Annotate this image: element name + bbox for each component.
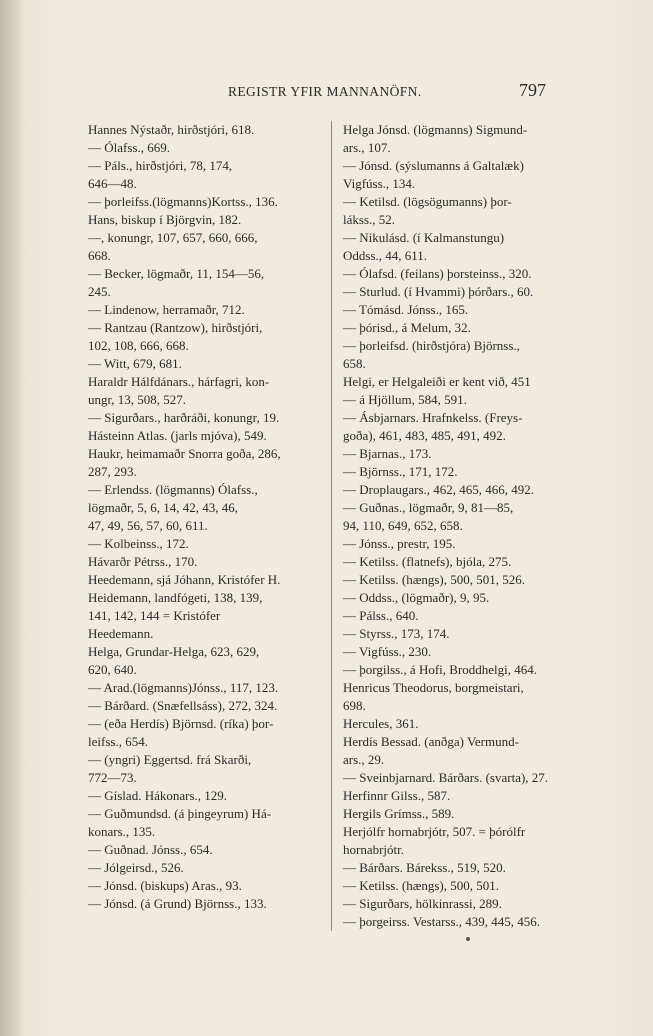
index-entry-line: Heedemann.	[88, 626, 154, 641]
index-entry-line: 47, 49, 56, 57, 60, 611.	[88, 518, 208, 533]
index-entry-line: — Páls., hirðstjóri, 78, 174,	[88, 158, 233, 173]
index-entry-line: ars., 107.	[343, 140, 391, 155]
index-entry-line: Herdís Bessad. (anðga) Vermund-	[343, 734, 519, 749]
index-entry-line: 772—73.	[88, 770, 137, 785]
index-entry-line: — Jónss., prestr, 195.	[343, 536, 456, 551]
index-entry-line: — Jónsd. (á Grund) Björnss., 133.	[88, 896, 267, 911]
index-entry-line: lákss., 52.	[343, 212, 395, 227]
index-entry-line: — Erlendss. (lögmanns) Ólafss.,	[88, 482, 258, 497]
index-entry-line: — Becker, lögmaðr, 11, 154—56,	[88, 266, 265, 281]
index-entry-line: — Sturlud. (í Hvammi) þórðars., 60.	[343, 284, 534, 299]
index-entry-line: Haraldr Hálfdánars., hárfagri, kon-	[88, 374, 270, 389]
index-entry-line: Henricus Theodorus, borgmeistari,	[343, 680, 524, 695]
index-entry-line: — Sveinbjarnard. Bárðars. (svarta), 27.	[343, 770, 549, 785]
index-entry-line: — Sigurðars, hölkinrassi, 289.	[343, 896, 502, 911]
index-entry-line: 658.	[343, 356, 366, 371]
index-entry-line: — Gíslad. Hákonars., 129.	[88, 788, 228, 803]
book-gutter-shadow	[0, 0, 24, 1036]
column-divider	[331, 121, 332, 931]
index-entry-line: —, konungr, 107, 657, 660, 666,	[88, 230, 258, 245]
index-entry-line: 668.	[88, 248, 111, 263]
index-entry-line: Herjólfr hornabrjótr, 507. = þórólfr	[343, 824, 526, 839]
index-entry-line: — Guðmundsd. (á þingeyrum) Há-	[88, 806, 272, 821]
index-entry-line: — Rantzau (Rantzow), hirðstjóri,	[88, 320, 263, 335]
index-entry-line: — Ásbjarnars. Hrafnkelss. (Freys-	[343, 410, 523, 425]
index-entry-line: — (yngri) Eggertsd. frá Skarði,	[88, 752, 252, 767]
index-entry-line: — Ketilss. (flatnefs), bjóla, 275.	[343, 554, 512, 569]
index-entry-line: — Arad.(lögmanns)Jónss., 117, 123.	[88, 680, 279, 695]
index-entry-line: — Björnss., 171, 172.	[343, 464, 458, 479]
index-entry-line: Helgi, er Helgaleiði er kent við, 451	[343, 374, 531, 389]
index-entry-line: — Bjarnas., 173.	[343, 446, 432, 461]
index-entry-line: 102, 108, 666, 668.	[88, 338, 189, 353]
index-column-right	[343, 121, 569, 931]
index-entry-line: — Jónsd. (biskups) Aras., 93.	[88, 878, 242, 893]
index-entry-line: 620, 640.	[88, 662, 137, 677]
index-entry-line: 698.	[343, 698, 366, 713]
index-entry-line: Haukr, heimamaðr Snorra goða, 286,	[88, 446, 281, 461]
page-header	[0, 80, 653, 104]
index-entry-line: — Kolbeinss., 172.	[88, 536, 189, 551]
index-entry-line: — Ólafss., 669.	[88, 140, 170, 155]
index-entry-line: — á Hjöllum, 584, 591.	[343, 392, 467, 407]
index-entry-line: konars., 135.	[88, 824, 156, 839]
index-entry-line: — þorgilss., á Hofi, Broddhelgi, 464.	[343, 662, 538, 677]
index-entry-line: — Ketilss. (hængs), 500, 501, 526.	[343, 572, 525, 587]
index-entry-line: — Styrss., 173, 174.	[343, 626, 450, 641]
index-entry-line: Herfinnr Gilss., 587.	[343, 788, 451, 803]
index-entry-line: — þorgeirss. Vestarss., 439, 445, 456.	[343, 914, 541, 929]
index-entry-line: — Ketilss. (hængs), 500, 501.	[343, 878, 499, 893]
index-entry-line: Oddss., 44, 611.	[343, 248, 428, 263]
index-entry-line: Hávarðr Pétrss., 170.	[88, 554, 198, 569]
index-entry-line: 141, 142, 144 = Kristófer	[88, 608, 221, 623]
index-entry-line: — Pálss., 640.	[343, 608, 419, 623]
index-entry-line: — Bárðars. Bárekss., 519, 520.	[343, 860, 506, 875]
index-entry-line: — Ólafsd. (feilans) þorsteinss., 320.	[343, 266, 532, 281]
index-entry-line: Heedemann, sjá Jóhann, Kristófer H.	[88, 572, 281, 587]
index-column-left	[88, 121, 320, 913]
printer-mark-dot	[466, 937, 470, 941]
index-entry-line: hornabrjótr.	[343, 842, 405, 857]
index-entry-line: Vigfúss., 134.	[343, 176, 416, 191]
index-entry-line: — Lindenow, herramaðr, 712.	[88, 302, 245, 317]
index-entry-line: Hásteinn Atlas. (jarls mjóva), 549.	[88, 428, 267, 443]
index-entry-line: 287, 293.	[88, 464, 137, 479]
index-entry-line: — Oddss., (lögmaðr), 9, 95.	[343, 590, 490, 605]
index-entry-line: — Witt, 679, 681.	[88, 356, 182, 371]
index-entry-line: — þórisd., á Melum, 32.	[343, 320, 471, 335]
index-entry-line: — Vigfúss., 230.	[343, 644, 432, 659]
index-entry-line: 94, 110, 649, 652, 658.	[343, 518, 463, 533]
index-entry-line: ungr, 13, 508, 527.	[88, 392, 187, 407]
index-entry-line: — Ketilsd. (lögsögumanns) þor-	[343, 194, 512, 209]
index-entry-line: — Guðnas., lögmaðr, 9, 81—85,	[343, 500, 514, 515]
index-entry-line: Hergils Grímss., 589.	[343, 806, 455, 821]
running-title: REGISTR YFIR MANNANÖFN.	[228, 84, 422, 99]
index-entry-line: — Guðnad. Jónss., 654.	[88, 842, 213, 857]
index-entry-line: — Tómásd. Jónss., 165.	[343, 302, 469, 317]
index-entry-line: Hercules, 361.	[343, 716, 419, 731]
index-entry-line: — þorleifsd. (hirðstjóra) Björnss.,	[343, 338, 520, 353]
index-entry-line: leifss., 654.	[88, 734, 148, 749]
index-entry-line: Hannes Nýstaðr, hirðstjóri, 618.	[88, 122, 255, 137]
index-entry-line: Hans, biskup í Björgvin, 182.	[88, 212, 242, 227]
index-entry-line: lögmaðr, 5, 6, 14, 42, 43, 46,	[88, 500, 239, 515]
index-entry-line: — Jónsd. (sýslumanns á Galtalæk)	[343, 158, 524, 173]
index-entry-line: Helga, Grundar-Helga, 623, 629,	[88, 644, 260, 659]
index-entry-line: 646—48.	[88, 176, 137, 191]
index-entry-line: — (eða Herdís) Björnsd. (ríka) þor-	[88, 716, 274, 731]
index-entry-line: ars., 29.	[343, 752, 385, 767]
index-entry-line: Heidemann, landfógeti, 138, 139,	[88, 590, 263, 605]
index-entry-line: goða), 461, 483, 485, 491, 492.	[343, 428, 506, 443]
index-entry-line: — Sigurðars., harðráði, konungr, 19.	[88, 410, 280, 425]
index-entry-line: Helga Jónsd. (lögmanns) Sigmund-	[343, 122, 528, 137]
index-entry-line: — Droplaugars., 462, 465, 466, 492.	[343, 482, 535, 497]
index-entry-line: — þorleifss.(lögmanns)Kortss., 136.	[88, 194, 278, 209]
index-entry-line: — Nikulásd. (í Kalmanstungu)	[343, 230, 505, 245]
index-entry-line: — Bárðard. (Snæfellsáss), 272, 324.	[88, 698, 278, 713]
index-entry-line: 245.	[88, 284, 111, 299]
index-entry-line: — Jólgeirsd., 526.	[88, 860, 184, 875]
page-number: 797	[519, 80, 546, 100]
